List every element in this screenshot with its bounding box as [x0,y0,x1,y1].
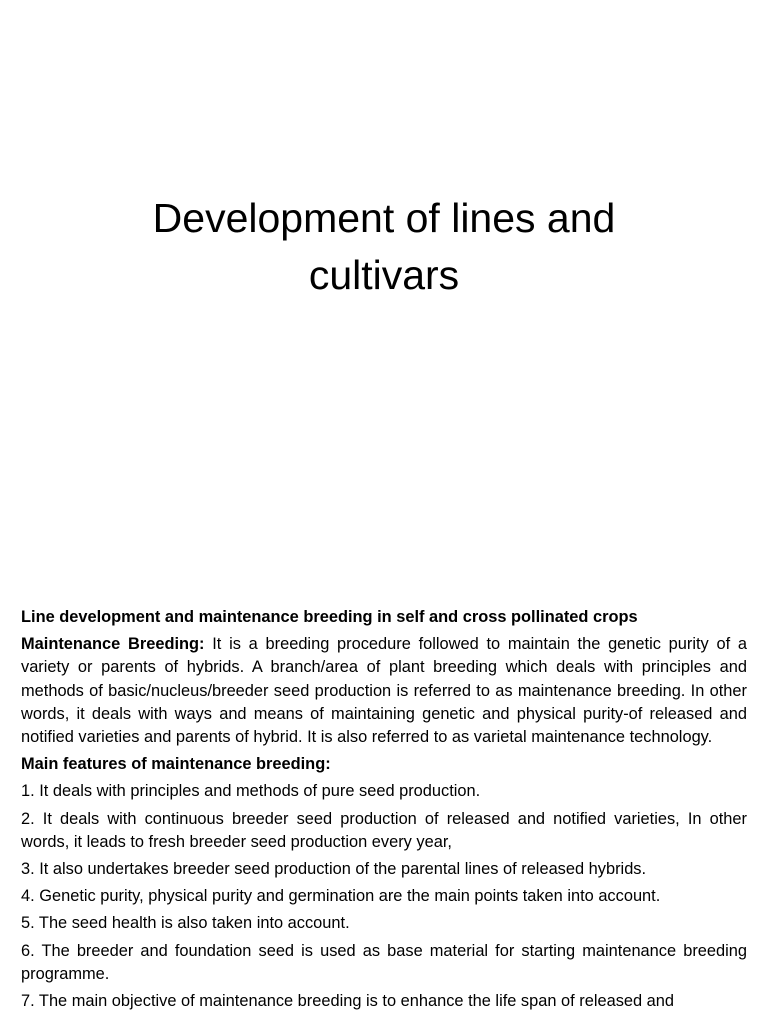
page-title [0,190,768,304]
feature-item: 2. It deals with continuous breeder seed production of released and notified varieties, In other words, it leads to fresh breeder seed production every year, [21,809,747,851]
document-body [21,606,747,1017]
title-line-2: cultivars [308,252,460,298]
feature-item: 1. It deals with principles and methods of pure seed production. [21,782,481,801]
maintenance-paragraph [21,633,747,749]
features-heading: Main features of maintenance breeding: [21,755,331,774]
feature-item: 3. It also undertakes breeder seed production of the parental lines of released hybrids. [21,860,647,879]
feature-item: 6. The breeder and foundation seed is used as base material for starting maintenance breeding programme. [21,941,747,983]
feature-item: 5. The seed health is also taken into account. [21,914,350,933]
maintenance-label: Maintenance Breeding: [21,635,205,654]
feature-item: 7. The main objective of maintenance breeding is to enhance the life span of released and [21,992,675,1011]
section-heading: Line development and maintenance breeding in self and cross pollinated crops [21,608,638,626]
maintenance-text: It is a breeding procedure followed to maintain the genetic purity of a variety or parents of hybrids. A branch/area of plant breeding which deals with principles and methods of basic/nucleus/breeder seed production is referred to as maintenance breeding. In other words, it deals with ways and means of maintaining genetic and physical purity-of released and notified varieties and parents of hybrid. It is also referred to as varietal maintenance technology. [21,635,747,747]
feature-item: 4. Genetic purity, physical purity and germination are the main points taken into account. [21,887,661,906]
title-line-1: Development of lines and [152,195,616,241]
